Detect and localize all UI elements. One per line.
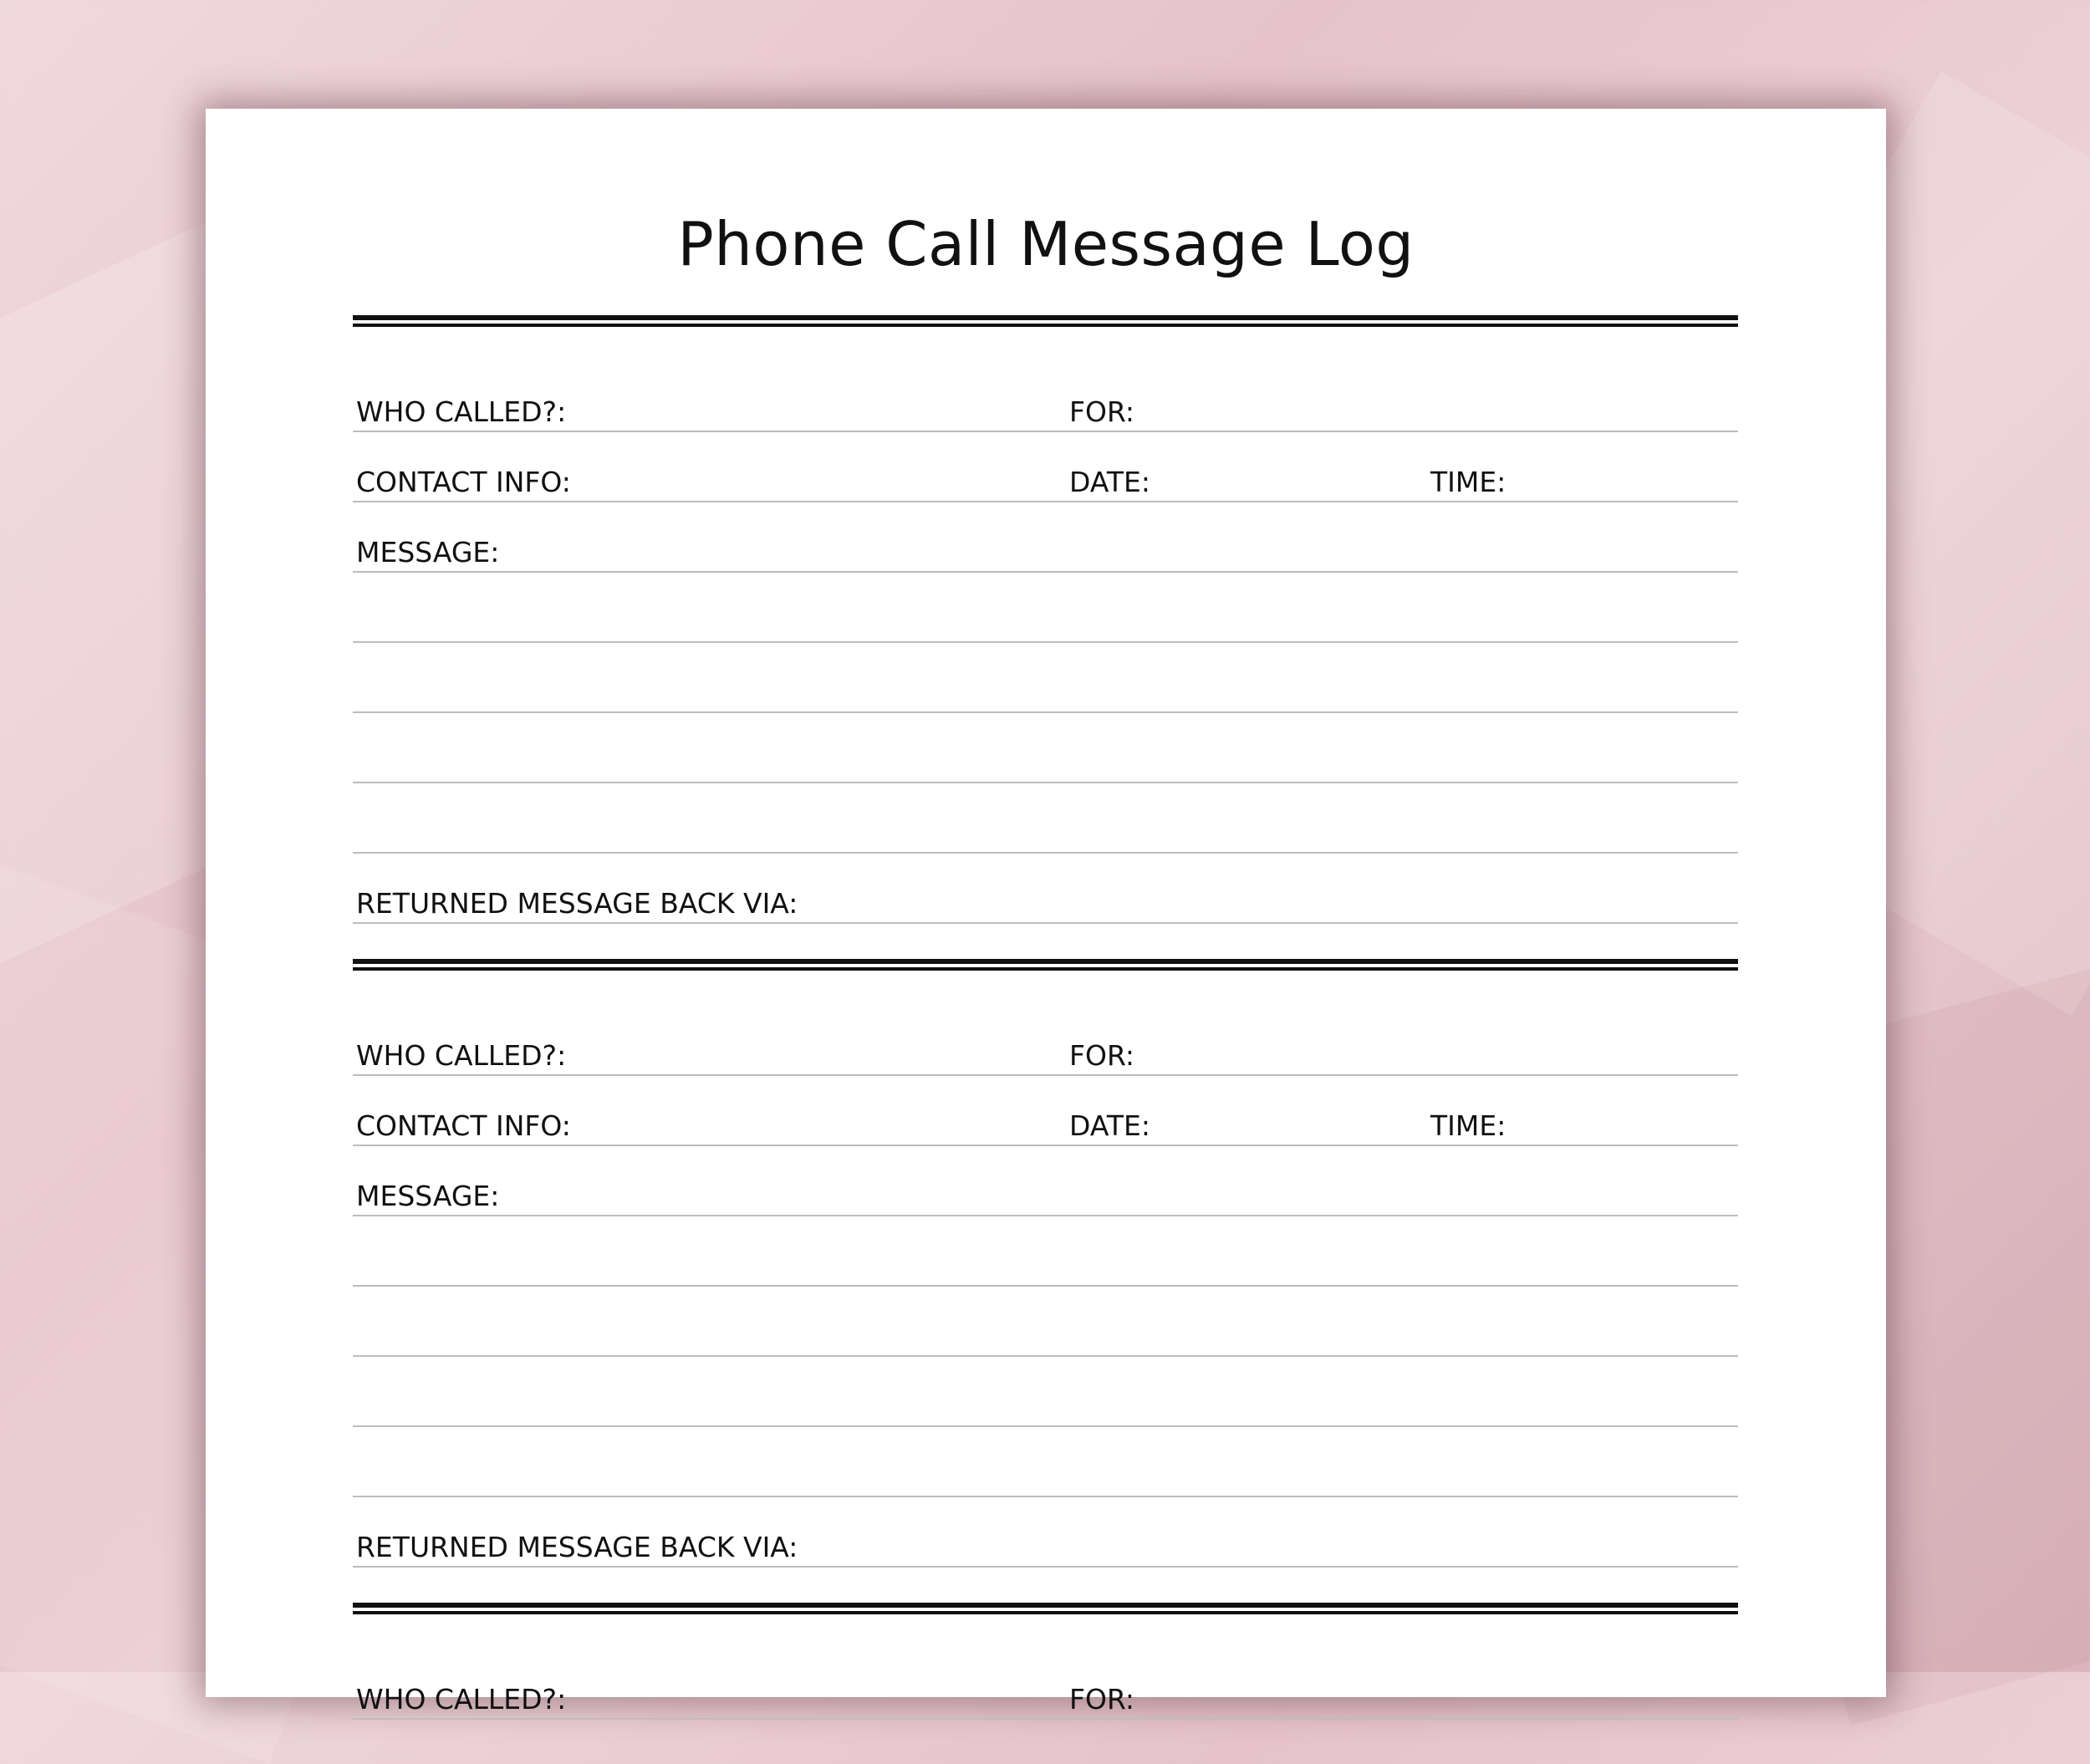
call-entry xyxy=(353,1616,1738,1755)
for-label: FOR: xyxy=(1069,1039,1134,1072)
who-called-label: WHO CALLED?: xyxy=(356,1039,567,1072)
call-entry xyxy=(353,329,1738,959)
message-label: MESSAGE: xyxy=(356,536,500,568)
time-label: TIME: xyxy=(1430,1109,1506,1142)
date-label: DATE: xyxy=(1069,1109,1150,1142)
log-content xyxy=(353,315,1738,1755)
double-rule-divider xyxy=(353,959,1738,972)
message-blank-line[interactable] xyxy=(353,573,1738,643)
who-called-row[interactable] xyxy=(353,362,1738,432)
who-called-row[interactable] xyxy=(353,1649,1738,1720)
contact-info-row[interactable] xyxy=(353,1076,1738,1146)
contact-info-label: CONTACT INFO: xyxy=(356,466,571,498)
message-blank-line[interactable] xyxy=(353,713,1738,783)
contact-info-row[interactable] xyxy=(353,432,1738,502)
message-blank-line[interactable] xyxy=(353,643,1738,713)
message-blank-line[interactable] xyxy=(353,1427,1738,1497)
returned-via-row[interactable] xyxy=(353,854,1738,924)
who-called-row[interactable] xyxy=(353,1006,1738,1076)
date-label: DATE: xyxy=(1069,466,1150,498)
returned-via-label: RETURNED MESSAGE BACK VIA: xyxy=(356,1531,798,1563)
message-blank-line[interactable] xyxy=(353,1216,1738,1287)
message-row[interactable] xyxy=(353,1146,1738,1216)
for-label: FOR: xyxy=(1069,1683,1134,1716)
page-title: Phone Call Message Log xyxy=(677,209,1415,279)
message-blank-line[interactable] xyxy=(353,1357,1738,1427)
message-row[interactable] xyxy=(353,502,1738,573)
log-sheet xyxy=(206,109,1886,1716)
call-entry xyxy=(353,972,1738,1603)
time-label: TIME: xyxy=(1430,466,1506,498)
for-label: FOR: xyxy=(1069,395,1134,428)
message-label: MESSAGE: xyxy=(356,1180,500,1212)
message-blank-line[interactable] xyxy=(353,783,1738,854)
who-called-label: WHO CALLED?: xyxy=(356,1683,567,1716)
returned-via-row[interactable] xyxy=(353,1497,1738,1568)
double-rule-divider xyxy=(353,315,1738,329)
contact-info-label: CONTACT INFO: xyxy=(356,1109,571,1142)
returned-via-label: RETURNED MESSAGE BACK VIA: xyxy=(356,887,798,920)
double-rule-divider xyxy=(353,1603,1738,1616)
who-called-label: WHO CALLED?: xyxy=(356,395,567,428)
message-blank-line[interactable] xyxy=(353,1287,1738,1357)
